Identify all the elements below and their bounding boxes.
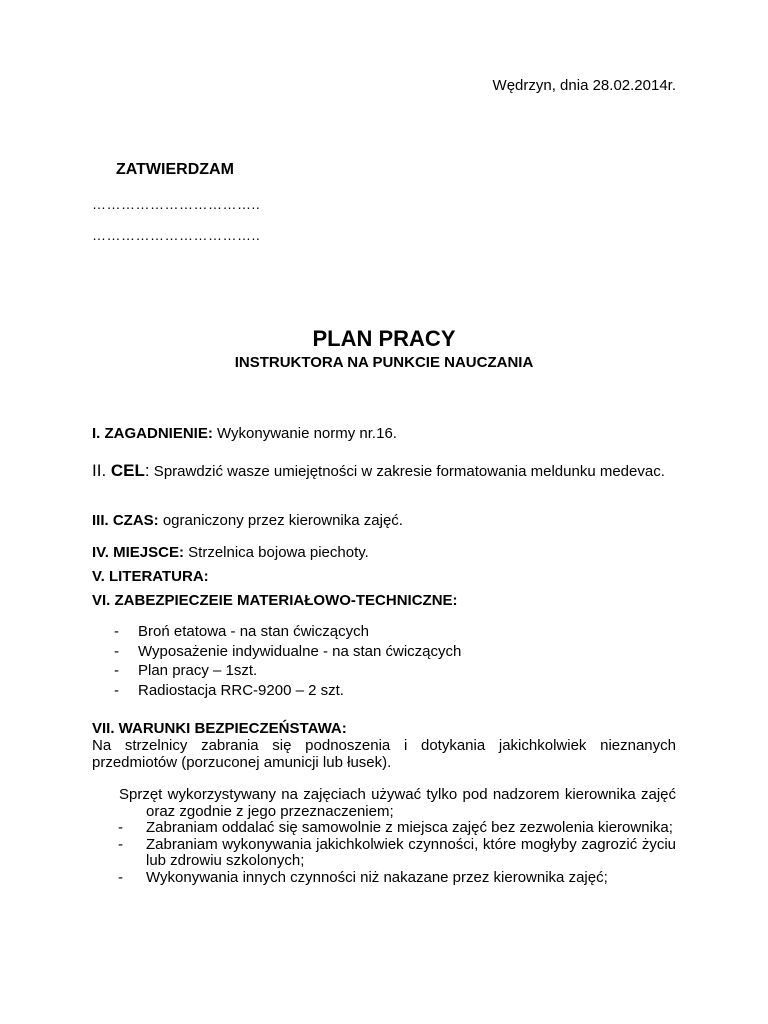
section-literature [92,568,676,585]
list-item [92,787,676,820]
signature-dots-line-1: …………………………….. [92,196,261,212]
list-item [92,870,676,887]
section-goal-colon: : [144,461,150,480]
list-item-text: Broń etatowa - na stan ćwiczących [138,623,369,640]
resources-list [114,622,674,700]
section-resources-label: VI. ZABEZPIECZEIE MATERIAŁOWO-TECHNICZNE: [92,592,458,609]
safety-rules-list [92,787,676,886]
section-time [92,512,676,529]
section-place [92,544,676,561]
list-dash: - [114,642,119,660]
list-dash: - [118,835,123,853]
section-goal [92,458,676,484]
signature-dots-line-2: …………………………….. [92,227,261,243]
document-title: PLAN PRACY [312,326,456,351]
section-topic [92,425,676,442]
section-time-text: ograniczony przez kierownika zajęć. [158,512,403,529]
list-item [114,681,674,701]
section-resources [92,592,676,609]
list-item [114,642,674,662]
list-item-text: Wyposażenie indywidualne - na stan ćwiczących [138,642,462,660]
list-item-text: Zabraniam oddalać się samowolnie z miejsca zajęć bez zezwolenia kierownika; [146,819,673,836]
list-item [92,837,676,870]
list-dash: - [114,623,119,640]
list-item-text: Sprzęt wykorzystywany na zajęciach używać tylko pod nadzorem kierownika zajęć oraz zgodnie z jego przeznaczeniem; [119,786,676,820]
section-place-label: IV. MIEJSCE: [92,544,184,561]
list-item [114,661,674,681]
list-item-text: Wykonywania innych czynności niż nakazane przez kierownika zajęć; [146,868,608,886]
list-dash: - [114,662,119,679]
approval-title: ZATWIERDZAM [116,161,234,178]
list-item [114,622,674,642]
section-time-label: III. CZAS: [92,512,159,529]
section-topic-label: I. ZAGADNIENIE: [92,425,213,442]
list-item-text: Radiostacja RRC-9200 – 2 szt. [138,681,344,699]
list-dash: - [114,681,119,699]
list-dash: - [118,868,123,886]
section-goal-number: II. [92,461,107,480]
date-line: Wędrzyn, dnia 28.02.2014r. [492,77,676,94]
section-place-text: Strzelnica bojowa piechoty. [183,544,369,561]
section-goal-label: CEL [106,461,145,480]
section-topic-text: Wykonywanie normy nr.16. [212,425,397,442]
section-safety-label: VII. WARUNKI BEZPIECZEŃSTAWA: [92,720,347,737]
document-subtitle: INSTRUKTORA NA PUNKCIE NAUCZANIA [234,354,534,371]
section-safety-intro: Na strzelnicy zabrania się podnoszenia i dotykania jakichkolwiek nieznanych przedmiotów (porzuconej amunicji lub łusek). [92,737,676,771]
list-dash: - [118,819,123,836]
list-item-text: Zabraniam wykonywania jakichkolwiek czynności, które mogłyby zagrozić życiu lub zdrowiu szkolonych; [146,835,676,869]
list-item [92,820,676,837]
section-literature-label: V. LITERATURA: [92,568,209,585]
list-item-text: Plan pracy – 1szt. [138,662,258,679]
section-goal-text: Sprawdzić wasze umiejętności w zakresie formatowania meldunku medevac. [149,463,665,480]
